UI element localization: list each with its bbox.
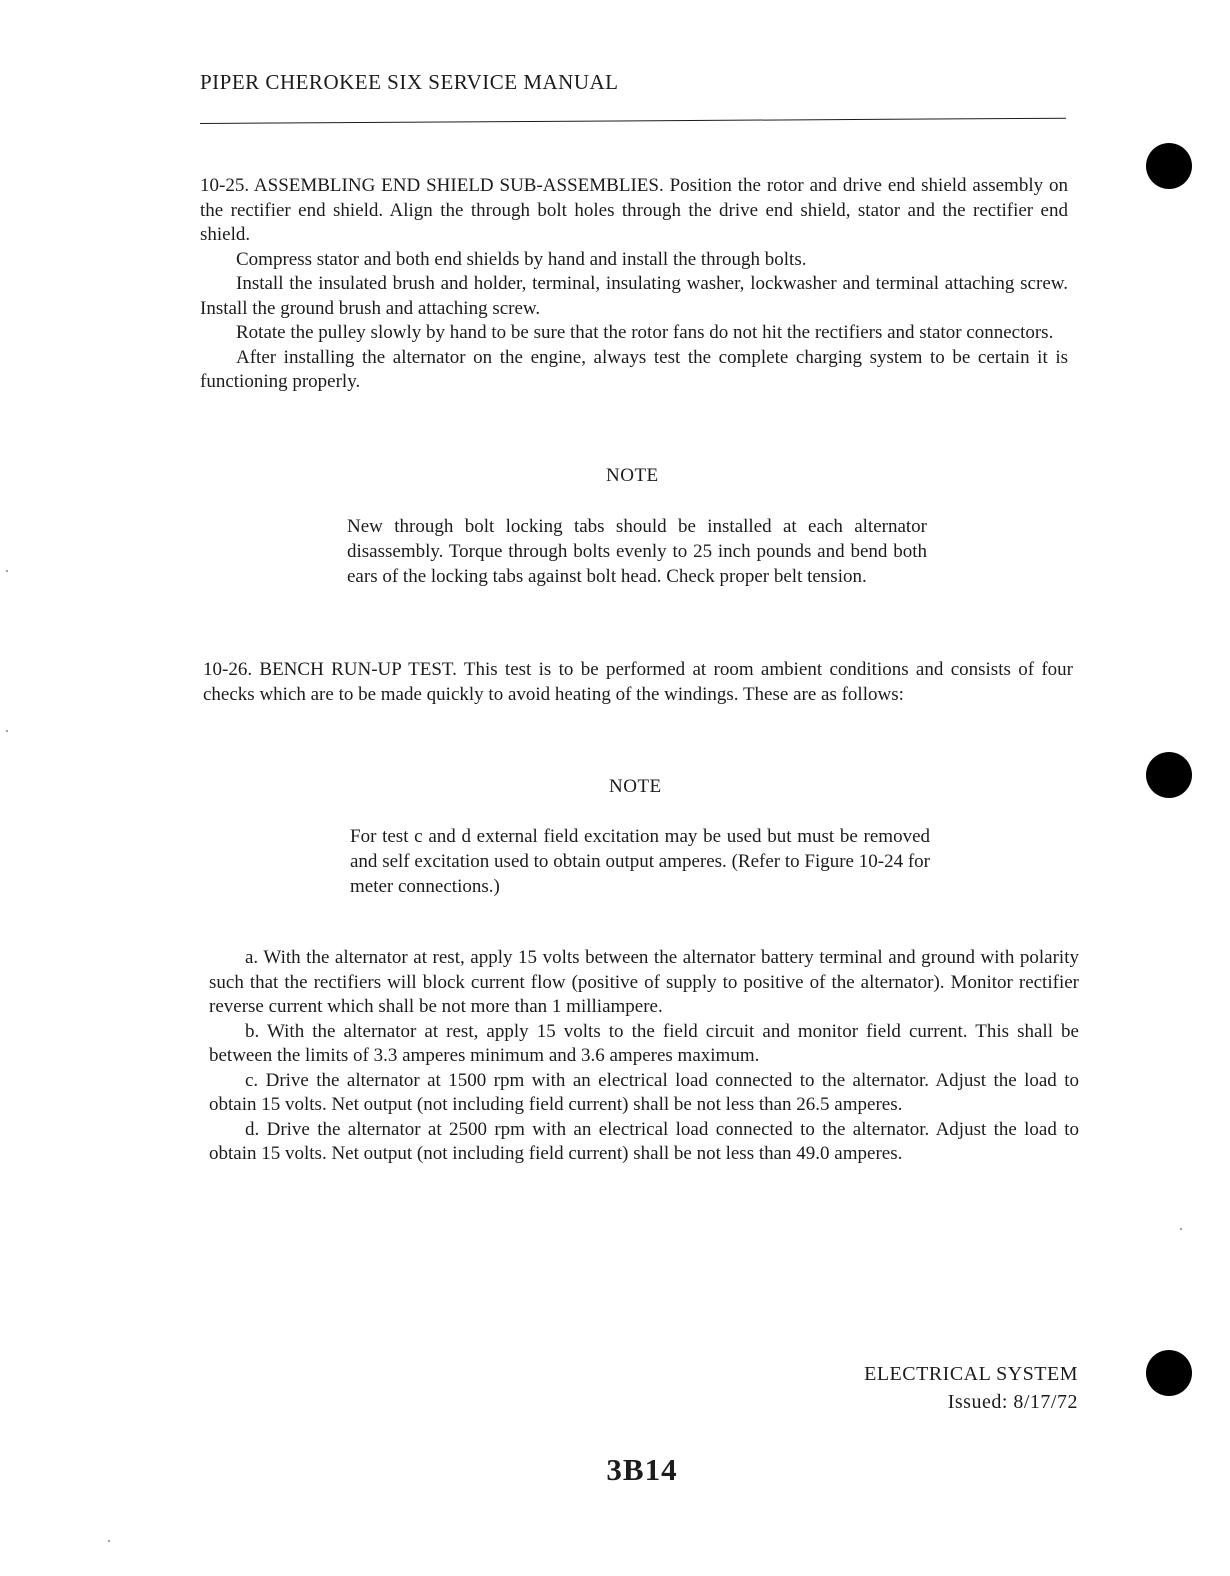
section-10-26 (203, 658, 1073, 707)
footer-section-title: ELECTRICAL SYSTEM (864, 1363, 1078, 1385)
punch-hole-top (1146, 143, 1192, 189)
scan-speck (6, 570, 8, 572)
header-rule (200, 118, 1066, 124)
step-c: c. Drive the alternator at 1500 rpm with an electrical load connected to the alternator. Adjust the load to obtain 15 volts. Net output (not including field current) shall be not less than 26.5 amperes. (209, 1069, 1079, 1115)
paragraph: Rotate the pulley slowly by hand to be sure that the rotor fans do not hit the rectifiers and stator connectors. (236, 322, 1054, 343)
footer-block (864, 1360, 1078, 1416)
paragraph: Compress stator and both end shields by hand and install the through bolts. (236, 248, 807, 270)
scan-speck (1180, 1228, 1182, 1230)
step-b: b. With the alternator at rest, apply 15 volts to the field circuit and monitor field current. This shall be between the limits of 3.3 amperes minimum and 3.6 amperes maximum. (209, 1020, 1079, 1066)
page-number: 3B14 (606, 1452, 678, 1487)
paragraph: 10-26. BENCH RUN-UP TEST. This test is to be performed at room ambient conditions and consists of four checks which are to be made quickly to avoid heating of the windings. These are as follows: (203, 659, 1073, 705)
note-heading: NOTE (606, 465, 659, 486)
punch-hole-bottom (1146, 1350, 1192, 1396)
paragraph: Install the insulated brush and holder, terminal, insulating washer, lockwasher and terminal attaching screw. Install the ground brush and attaching screw. (200, 273, 1068, 319)
punch-hole-middle (1146, 752, 1192, 798)
note-text: For test c and d external field excitation may be used but must be removed and self excitation used to obtain output amperes. (Refer to Figure 10-24 for meter connections.) (350, 826, 930, 897)
section-10-25 (200, 174, 1068, 395)
paragraph: After installing the alternator on the engine, always test the complete charging system to be certain it is functioning properly. (200, 346, 1068, 392)
step-d: d. Drive the alternator at 2500 rpm with an electrical load connected to the alternator. Adjust the load to obtain 15 volts. Net output (not including field current) shall be not less than 49.0 amperes. (209, 1118, 1079, 1164)
note-heading: NOTE (609, 776, 662, 797)
paragraph: 10-25. ASSEMBLING END SHIELD SUB-ASSEMBLIES. Position the rotor and drive end shield assembly on the rectifier end shield. Align the through bolt holes through the drive end shield, stator and the rectifier end shield. (200, 175, 1068, 245)
test-steps (209, 946, 1079, 1167)
step-a: a. With the alternator at rest, apply 15 volts between the alternator battery terminal and ground with polarity such that the rectifiers will block current flow (positive of supply to positive of the alternator). Monitor rectifier reverse current which shall be not more than 1 milliampere. (209, 947, 1079, 1017)
footer-issued-date: Issued: 8/17/72 (947, 1391, 1078, 1413)
scan-speck (108, 1540, 110, 1542)
manual-title: PIPER CHEROKEE SIX SERVICE MANUAL (200, 70, 619, 94)
note-text: New through bolt locking tabs should be installed at each alternator disassembly. Torque through bolts evenly to 25 inch pounds and bend both ears of the locking tabs against bolt head. Check proper belt tension. (347, 516, 927, 587)
scan-speck (6, 730, 8, 732)
